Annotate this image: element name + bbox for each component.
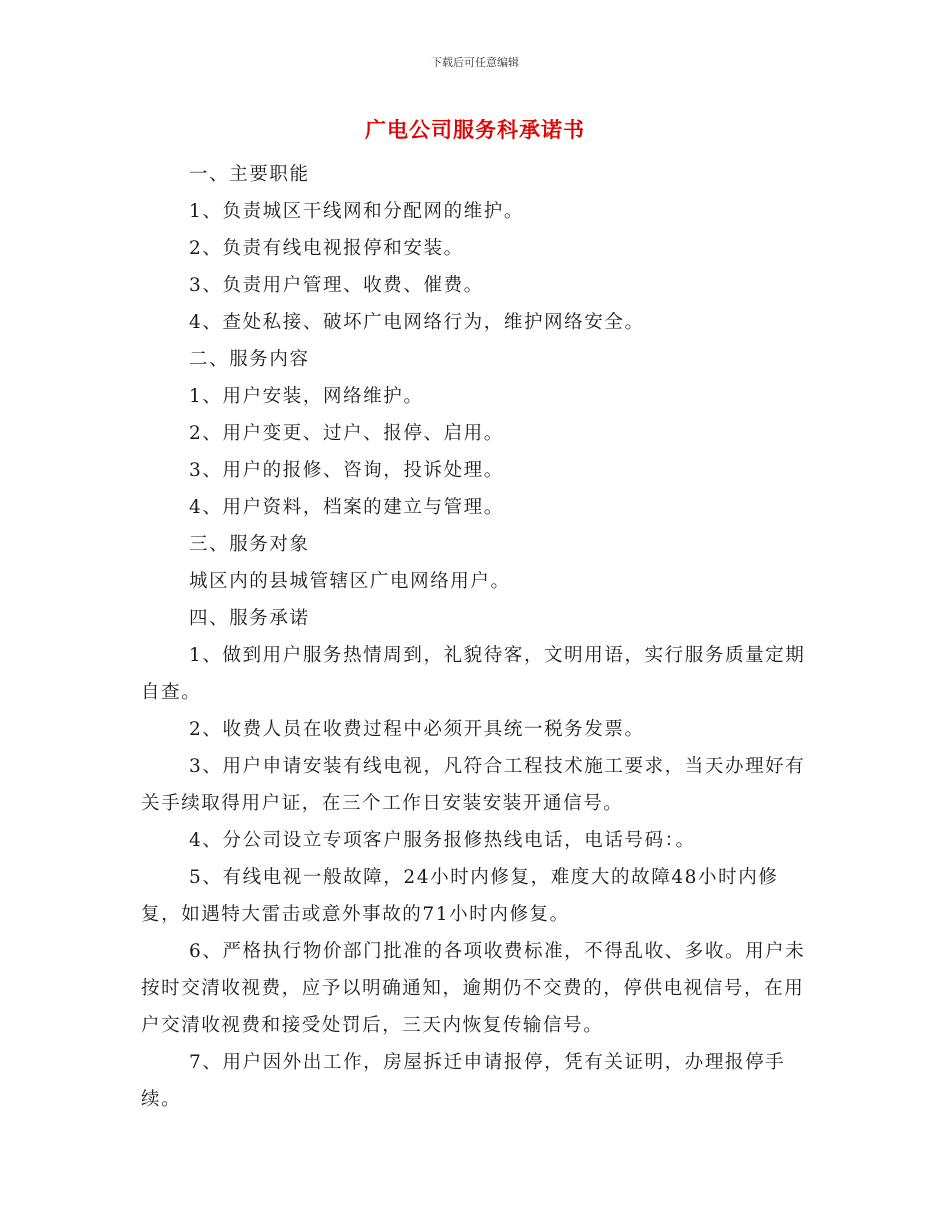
- paragraph: 1、做到用户服务热情周到，礼貌待客，文明用语，实行服务质量定期自查。: [141, 645, 806, 703]
- paragraph: 2、用户变更、过户、报停、启用。: [189, 423, 504, 444]
- paragraph: 6、严格执行物价部门批准的各项收费标准，不得乱收、多收。用户未按时交清收视费，应予以明确通知，逾期仍不交费的，停供电视信号，在用户交清收视费和接受处罚后，三天内恢复传输信号。: [141, 941, 806, 1036]
- paragraph: 2、收费人员在收费过程中必须开具统一税务发票。: [189, 719, 645, 740]
- paragraph: 5、有线电视一般故障，24小时内修复，难度大的故障48小时内修复，如遇特大雷击或意外事故的71小时内修复。: [141, 867, 779, 925]
- paragraph: 7、用户因外出工作，房屋拆迁申请报停，凭有关证明，办理报停手续。: [141, 1052, 786, 1110]
- paragraph: 3、用户的报修、咨询，投诉处理。: [189, 460, 504, 481]
- paragraph: 4、用户资料，档案的建立与管理。: [189, 497, 504, 518]
- paragraph: 3、用户申请安装有线电视，凡符合工程技术施工要求，当天办理好有关手续取得用户证，在三个工作日安装安装开通信号。: [141, 756, 806, 814]
- paragraph: 1、用户安装，网络维护。: [189, 386, 424, 407]
- paragraph: 1、负责城区干线网和分配网的维护。: [189, 201, 524, 222]
- section-heading: 四、服务承诺: [189, 608, 310, 629]
- paragraph: 4、分公司设立专项客户服务报修热线电话，电话号码：。: [189, 830, 696, 851]
- section-heading: 三、服务对象: [189, 534, 310, 555]
- paragraph: 城区内的县城管辖区广电网络用户。: [189, 571, 511, 592]
- document-title: 广电公司服务科承诺书: [365, 117, 585, 142]
- document-body: [141, 156, 809, 1118]
- paragraph: 2、负责有线电视报停和安装。: [189, 238, 464, 259]
- paragraph: 3、负责用户管理、收费、催费。: [189, 275, 484, 296]
- paragraph: 4、查处私接、破坏广电网络行为，维护网络安全。: [189, 312, 645, 333]
- section-heading: 一、主要职能: [189, 164, 310, 185]
- section-heading: 二、服务内容: [189, 349, 310, 370]
- page-header-note: 下载后可任意编辑: [431, 56, 519, 69]
